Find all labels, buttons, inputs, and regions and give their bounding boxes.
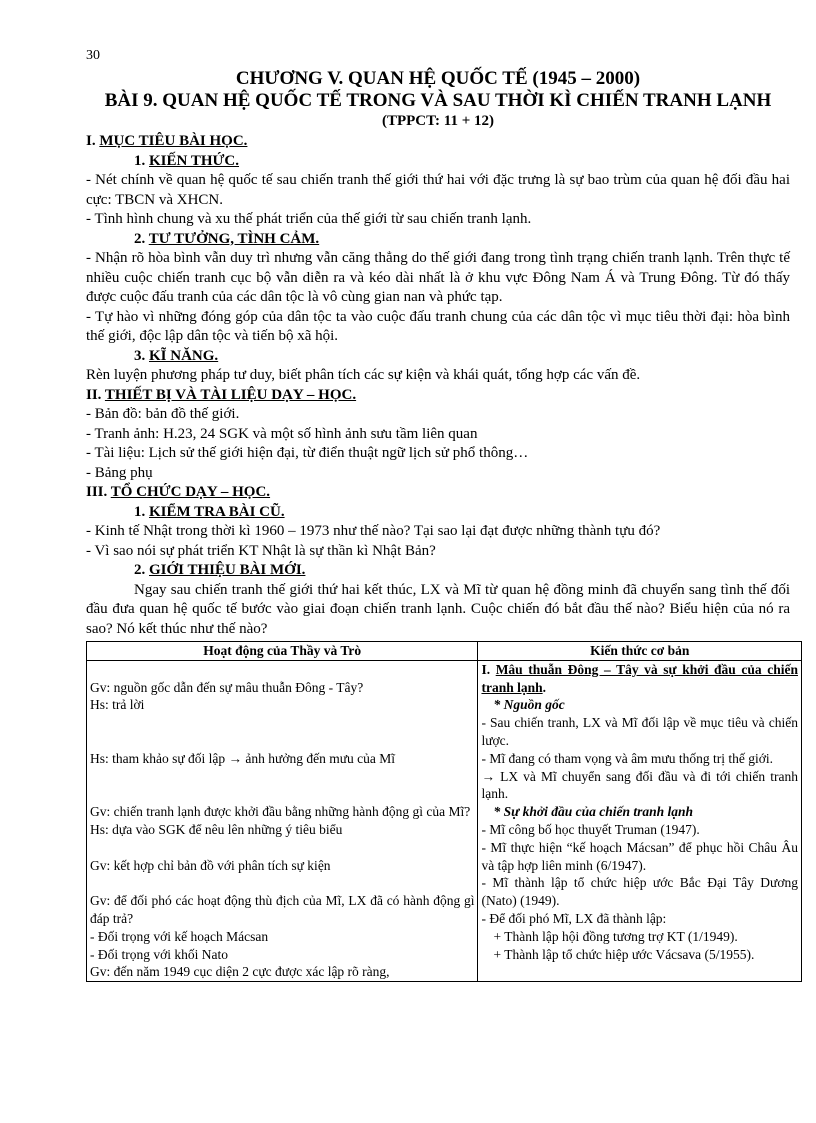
knowledge-heading: I. Mâu thuẫn Đông – Tây và sự khởi đầu của chiến tranh lạnh. xyxy=(481,661,798,695)
section-heading-organization: III. TỔ CHỨC DẠY – HỌC. xyxy=(86,484,271,500)
knowledge-line: → LX và Mĩ chuyển sang đối đầu và đi tới chiến tranh lạnh. xyxy=(481,768,798,802)
paragraph: Rèn luyện phương pháp tư duy, biết phân tích các sự kiện và khái quát, tổng hợp các vấn đề. xyxy=(86,367,641,383)
list-item: - Bản đồ: bản đồ thế giới. xyxy=(86,406,240,422)
paragraph: - Nét chính về quan hệ quốc tế sau chiến tranh thế giới thứ hai với đặc trưng là sự bao trùm của quan hệ đối đầu hai cực: TBCN và XHCN. xyxy=(86,172,790,208)
knowledge-line: - Mĩ đang có tham vọng và âm mưu thống trị thế giới. xyxy=(481,750,774,766)
activity-line: Gv: nguồn gốc dẫn đến sự mâu thuẫn Đông - Tây? xyxy=(90,679,364,695)
list-item: - Tranh ảnh: H.23, 24 SGK và một số hình ảnh sưu tầm liên quan xyxy=(86,425,478,442)
knowledge-cell xyxy=(478,660,802,981)
lesson-subtitle: (TPPCT: 11 + 12) xyxy=(381,113,494,129)
activity-line: Hs: trả lời xyxy=(90,697,145,713)
activity-line: Gv: kết hợp chỉ bản đồ với phân tích sự kiện xyxy=(90,857,331,873)
activity-line: Hs: tham khảo sự đối lập → ảnh hưởng đến mưu của Mĩ xyxy=(90,750,396,766)
section-heading-materials: II. THIẾT BỊ VÀ TÀI LIỆU DẠY – HỌC. xyxy=(86,386,357,403)
knowledge-line: + Thành lập hội đồng tương trợ KT (1/1949). xyxy=(493,928,738,944)
knowledge-subheading-origin: * Nguồn gốc xyxy=(493,697,565,713)
subheading-knowledge: 1. KIẾN THỨC. xyxy=(134,152,240,169)
column-header-activities: Hoạt động của Thầy và Trò xyxy=(87,642,478,661)
document-page xyxy=(86,46,798,982)
activity-line: Gv: để đối phó các hoạt động thù địch của Mĩ, LX đã có hành động gì đáp trả? xyxy=(90,893,475,926)
subheading-review: 1. KIỂM TRA BÀI CŨ. xyxy=(134,503,285,520)
page-number: 30 xyxy=(86,48,100,63)
list-item: - Tài liệu: Lịch sử thế giới hiện đại, từ điển thuật ngữ lịch sử phổ thông… xyxy=(86,445,529,461)
lesson-title: BÀI 9. QUAN HỆ QUỐC TẾ TRONG VÀ SAU THỜI KÌ CHIẾN TRANH LẠNH xyxy=(104,90,772,111)
question: - Vì sao nói sự phát triển KT Nhật là sự thần kì Nhật Bản? xyxy=(86,542,436,559)
knowledge-line: + Thành lập tổ chức hiệp ước Vácsava (5/1955). xyxy=(493,946,755,962)
question: - Kinh tế Nhật trong thời kì 1960 – 1973 như thế nào? Tại sao lại đạt được những thành tựu đó? xyxy=(86,523,661,539)
paragraph: - Nhận rõ hòa bình vẫn duy trì nhưng vẫn căng thẳng do thế giới đang trong tình trạng chiến tranh lạnh. Trên thực tế nhiều cuộc chiến tranh cục bộ vẫn diễn ra và kéo dài nhất là ở khu vực Đông Nam Á và Trung Đông. Từ đó thấy được cuộc đấu tranh của các dân tộc là vô cùng gian nan và phức tạp. xyxy=(86,250,790,305)
knowledge-line: - Mĩ công bố học thuyết Truman (1947). xyxy=(481,821,700,837)
table-header-row xyxy=(87,642,802,661)
activity-line: - Đối trọng với kế hoạch Mácsan xyxy=(90,928,269,944)
activity-line: Gv: đến năm 1949 cục diện 2 cực được xác lập rõ ràng, xyxy=(90,964,390,980)
activity-line: Gv: chiến tranh lạnh được khởi đầu bằng những hành động gì của Mĩ? xyxy=(90,804,471,820)
knowledge-line: - Sau chiến tranh, LX và Mĩ đối lập về mục tiêu và chiến lược. xyxy=(481,715,798,748)
section-heading-objectives: I. MỤC TIÊU BÀI HỌC. xyxy=(86,133,248,149)
knowledge-line: - Mĩ thực hiện “kế hoạch Mácsan” để phục hồi Châu Âu và tập hợp liên minh (6/1947). xyxy=(481,839,798,873)
subheading-introduction: 2. GIỚI THIỆU BÀI MỚI. xyxy=(134,562,306,578)
intro-paragraph: Ngay sau chiến tranh thế giới thứ hai kết thúc, LX và Mĩ từ quan hệ đồng minh đã chuyển sang tình thế đối đầu đưa quan hệ quốc tế bước vào giai đoạn chiến tranh lạnh. Cuộc chiến đó bắt đầu thế nào? Biểu hiện của nó ra sao? Nó kết thúc như thế nào? xyxy=(86,581,790,637)
table-row xyxy=(87,660,802,981)
column-header-knowledge: Kiến thức cơ bản xyxy=(478,642,802,661)
activities-cell xyxy=(87,660,478,981)
activity-line: Hs: dựa vào SGK để nêu lên những ý tiêu biểu xyxy=(90,821,343,837)
knowledge-line: - Để đối phó Mĩ, LX đã thành lập: xyxy=(481,910,667,926)
knowledge-subheading-start: * Sự khởi đầu của chiến tranh lạnh xyxy=(493,804,693,820)
subheading-skills: 3. KĨ NĂNG. xyxy=(134,347,219,364)
list-item: - Bảng phụ xyxy=(86,464,153,481)
lesson-table xyxy=(86,641,802,982)
paragraph: - Tình hình chung và xu thế phát triển của thế giới từ sau chiến tranh lạnh. xyxy=(86,211,532,227)
subheading-attitude: 2. TƯ TƯỞNG, TÌNH CẢM. xyxy=(134,230,320,247)
paragraph: - Tự hào vì những đóng góp của dân tộc ta vào cuộc đấu tranh chung của các dân tộc vì mục tiêu thời đại: hòa bình thế giới, độc lập dân tộc và tiến bộ xã hội. xyxy=(86,308,790,344)
activity-line: - Đối trọng với khối Nato xyxy=(90,946,228,962)
knowledge-line: - Mĩ thành lập tổ chức hiệp ước Bắc Đại Tây Dương (Nato) (1949). xyxy=(481,875,798,909)
chapter-title: CHƯƠNG V. QUAN HỆ QUỐC TẾ (1945 – 2000) xyxy=(235,68,641,89)
